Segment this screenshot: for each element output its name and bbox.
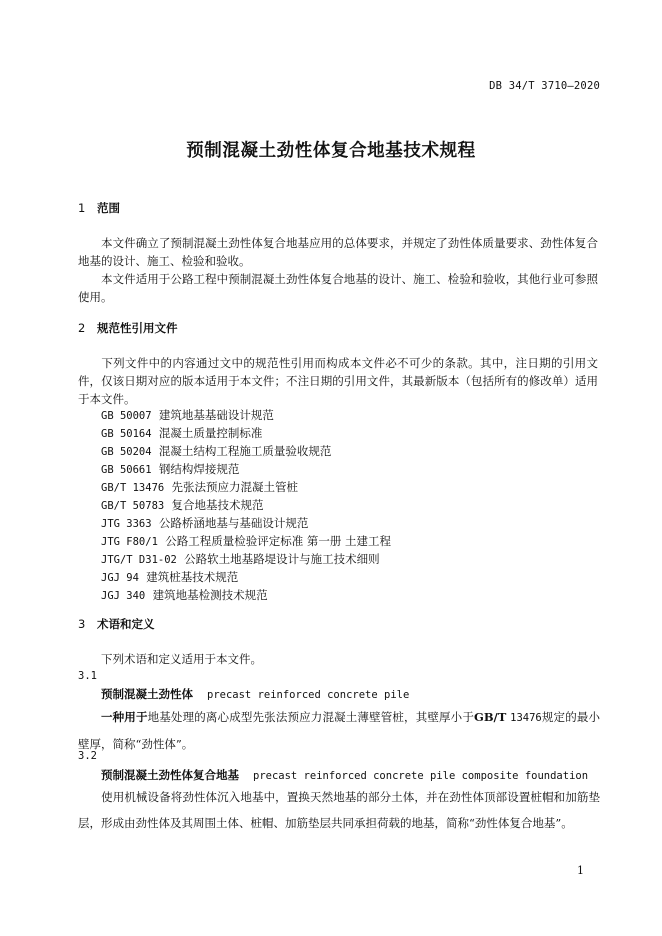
reference-title: 公路软土地基路堤设计与施工技术细则 (184, 552, 380, 566)
paragraph-text: 下列文件中的内容通过文中的规范性引用而构成本文件必不可少的条款。其中，注日期的引用文件，仅该日期对应的版本适用于本文件；不注日期的引用文件，其最新版本（包括所有的修改单）适用于本文件。 (78, 356, 598, 406)
section-title: 范围 (97, 201, 120, 215)
paragraph-text: 本文件确立了预制混凝土劲性体复合地基应用的总体要求，并规定了劲性体质量要求、劲性体复合地基的设计、施工、检验和验收。 (78, 236, 598, 268)
term-english: precast reinforced concrete pile composite foundation (253, 770, 589, 782)
reference-title: 先张法预应力混凝土管桩 (171, 480, 299, 494)
clause-number: 3.1 (78, 670, 97, 682)
section-1-paragraph-1 (78, 234, 598, 270)
reference-item (101, 442, 331, 461)
reference-item (101, 478, 298, 497)
term-chinese: 预制混凝土劲性体复合地基 (101, 768, 239, 782)
section-3-heading (78, 616, 155, 632)
reference-code: JTG 3363 (101, 518, 152, 530)
reference-title: 钢结构焊接规范 (158, 462, 240, 476)
reference-code: JGJ 94 (101, 572, 139, 584)
reference-code: JTG F80/1 (101, 536, 158, 548)
reference-title: 复合地基技术规范 (171, 498, 264, 512)
definition-lead: 一种用于 (101, 710, 148, 724)
section-2-heading (78, 320, 178, 336)
reference-item (101, 586, 268, 605)
definition-text: 使用机械设备将劲性体沉入地基中，置换天然地基的部分土体，并在劲性体顶部设置桩帽和加筋垫层，形成由劲性体及其周围土体、桩帽、加筋垫层共同承担荷载的地基，简称“劲性体复合地基”。 (78, 790, 600, 830)
term-definition (78, 784, 600, 836)
section-1-heading (78, 200, 120, 216)
reference-title: 建筑地基检测技术规范 (152, 588, 268, 602)
section-1-paragraph-2 (78, 270, 598, 306)
document-number: DB 34/T 3710—2020 (489, 80, 600, 92)
standard-reference-code: GB/T (474, 710, 507, 724)
paragraph-text: 本文件适用于公路工程中预制混凝土劲性体复合地基的设计、施工、检验和验收，其他行业可参照使用。 (78, 272, 598, 304)
section-title: 规范性引用文件 (97, 321, 178, 335)
standard-reference-number: 13476 (510, 712, 542, 724)
reference-item (101, 550, 380, 569)
section-number: 2 (78, 321, 86, 335)
section-number: 1 (78, 201, 86, 215)
reference-code: JGJ 340 (101, 590, 146, 602)
term-heading (101, 686, 409, 702)
reference-item (101, 406, 274, 425)
reference-title: 建筑地基基础设计规范 (158, 408, 274, 422)
term-chinese: 预制混凝土劲性体 (101, 687, 193, 701)
term-definition (78, 704, 600, 757)
reference-item (101, 568, 238, 587)
section-3-intro (78, 650, 598, 668)
reference-title: 混凝土质量控制标准 (158, 426, 263, 440)
reference-code: GB 50661 (101, 464, 152, 476)
reference-item (101, 514, 308, 533)
term-english: precast reinforced concrete pile (207, 689, 410, 701)
reference-code: GB 50007 (101, 410, 152, 422)
section-2-intro (78, 354, 598, 408)
reference-code: GB/T 13476 (101, 482, 165, 494)
reference-code: GB 50204 (101, 446, 152, 458)
paragraph-text: 下列术语和定义适用于本文件。 (101, 652, 262, 666)
clause-number: 3.2 (78, 750, 97, 762)
reference-item (101, 532, 391, 551)
reference-title: 建筑桩基技术规范 (146, 570, 239, 584)
section-title: 术语和定义 (97, 617, 155, 631)
definition-text: 地基处理的离心成型先张法预应力混凝土薄壁管桩，其壁厚小于 (147, 710, 474, 724)
reference-code: JTG/T D31-02 (101, 554, 177, 566)
page-number: 1 (577, 864, 584, 877)
reference-title: 公路桥涵地基与基础设计规范 (158, 516, 309, 530)
term-heading (101, 767, 588, 783)
reference-code: GB/T 50783 (101, 500, 165, 512)
reference-title: 公路工程质量检验评定标准 第一册 土建工程 (165, 534, 392, 548)
reference-code: GB 50164 (101, 428, 152, 440)
reference-title: 混凝土结构工程施工质量验收规范 (158, 444, 332, 458)
section-number: 3 (78, 617, 86, 631)
reference-item (101, 424, 262, 443)
reference-item (101, 460, 239, 479)
definition-text: 规定的最小壁厚，简称“劲性体”。 (78, 710, 601, 751)
reference-item (101, 496, 264, 515)
document-title: 预制混凝土劲性体复合地基技术规程 (186, 141, 476, 161)
